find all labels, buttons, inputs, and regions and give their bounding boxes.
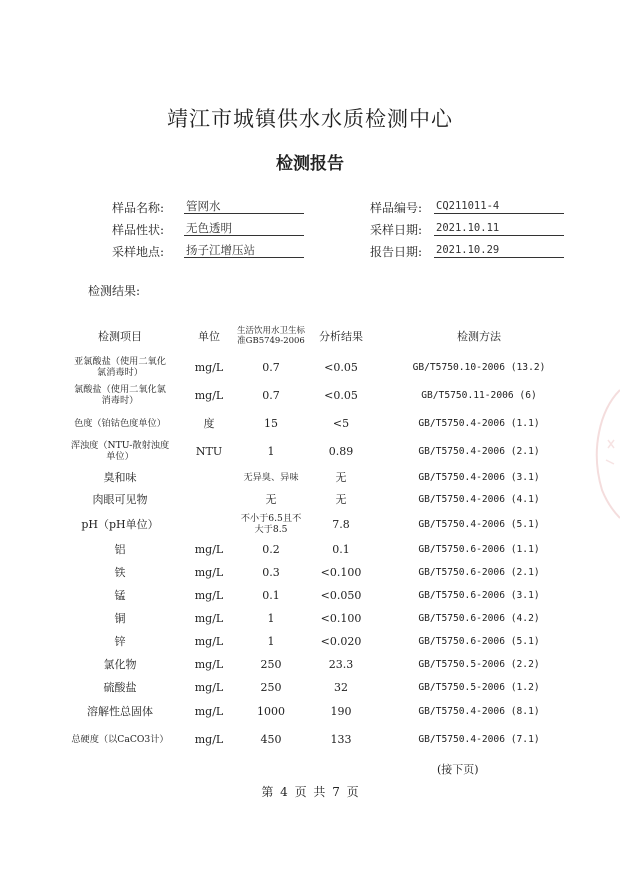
row-standard: 不小于6.5且不大于8.5: [240, 513, 302, 535]
row-method: GB/T5750.4-2006 (7.1): [418, 734, 540, 746]
row-item: 色度（铂钴色度单位）: [74, 417, 166, 429]
row-standard: 15: [264, 416, 278, 430]
row-unit: [182, 512, 236, 538]
row-standard: 1000: [257, 704, 285, 718]
row-result: 0.89: [328, 444, 354, 458]
row-standard: 1: [267, 611, 275, 625]
table-row: [70, 584, 570, 608]
row-standard: 250: [260, 680, 282, 694]
row-result: 无: [335, 492, 347, 506]
sample-number-label: 样品编号:: [370, 201, 423, 215]
row-method: GB/T5750.5-2006 (2.2): [418, 659, 540, 671]
table-row: [70, 466, 570, 490]
table-row: [70, 630, 570, 654]
row-item: 肉眼可见物: [92, 492, 148, 506]
sampling-location-label: 采样地点:: [112, 245, 165, 259]
row-unit: mg/L: [194, 704, 224, 718]
row-item: 铝: [114, 542, 126, 556]
row-standard: 0.3: [262, 565, 280, 579]
row-item: 总硬度（以CaCO3计）: [71, 733, 169, 745]
page-footer: 第 4 页 共 7 页: [261, 785, 359, 799]
row-standard: 0.2: [262, 542, 280, 556]
row-standard: 无: [265, 492, 277, 506]
row-unit: [182, 466, 236, 490]
row-result: <0.020: [320, 634, 362, 648]
results-label: 检测结果:: [88, 284, 141, 298]
row-item: 溶解性总固体: [87, 704, 153, 718]
row-method: GB/T5750.4-2006 (5.1): [418, 519, 540, 531]
row-item: 硫酸盐: [103, 680, 137, 694]
row-standard: 450: [260, 732, 282, 746]
row-standard: 0.7: [262, 388, 280, 402]
table-row: [70, 653, 570, 677]
row-standard: 0.1: [262, 588, 280, 602]
row-unit: 度: [203, 416, 215, 430]
table-row: [70, 488, 570, 512]
row-unit: mg/L: [194, 565, 224, 579]
row-item: 铜: [114, 611, 126, 625]
continued-note: (接下页): [437, 763, 479, 776]
row-unit: [182, 488, 236, 512]
row-method: GB/T5750.6-2006 (2.1): [418, 567, 540, 579]
row-standard: 0.7: [262, 360, 280, 374]
row-item: 臭和味: [103, 470, 137, 484]
row-item: 锌: [114, 634, 126, 648]
table-header: [70, 316, 570, 358]
row-result: <0.05: [324, 360, 358, 374]
row-result: 32: [334, 680, 348, 694]
row-result: 7.8: [332, 517, 350, 531]
sample-number-value: CQ211011-4: [434, 198, 564, 214]
table-row: [70, 607, 570, 631]
row-unit: mg/L: [194, 657, 224, 671]
report-title: 检测报告: [276, 154, 344, 174]
row-result: <5: [332, 416, 350, 430]
row-method: GB/T5750.6-2006 (3.1): [418, 590, 540, 602]
row-unit: mg/L: [194, 732, 224, 746]
header-unit: 单位: [198, 329, 220, 343]
row-unit: mg/L: [194, 611, 224, 625]
row-method: GB/T5750.6-2006 (5.1): [418, 636, 540, 648]
row-item: 亚氯酸盐（使用二氧化氯消毒时）: [74, 356, 166, 378]
row-unit: mg/L: [194, 634, 224, 648]
sample-name-value: 管网水: [184, 198, 304, 214]
row-result: <0.05: [324, 388, 358, 402]
row-unit: mg/L: [194, 360, 224, 374]
row-method: GB/T5750.4-2006 (4.1): [418, 494, 540, 506]
table-row: [70, 410, 570, 438]
report-date-label: 报告日期:: [370, 245, 423, 259]
header-method: 检测方法: [457, 329, 501, 343]
row-unit: mg/L: [194, 542, 224, 556]
row-result: <0.050: [320, 588, 362, 602]
row-standard: 1: [267, 634, 275, 648]
row-method: GB/T5750.6-2006 (1.1): [418, 544, 540, 556]
header-standard: 生活饮用水卫生标准GB5749-2006: [236, 326, 305, 346]
row-result: 0.1: [332, 542, 350, 556]
row-method: GB/T5750.4-2006 (3.1): [418, 472, 540, 484]
row-unit: mg/L: [194, 388, 224, 402]
table-row: [70, 354, 570, 382]
row-method: GB/T5750.5-2006 (1.2): [418, 682, 540, 694]
sampling-date-value: 2021.10.11: [434, 220, 564, 236]
row-standard: 无异臭、异味: [243, 471, 299, 483]
table-row: [70, 700, 570, 724]
sample-property-label: 样品性状:: [112, 223, 165, 237]
row-method: GB/T5750.4-2006 (2.1): [418, 446, 540, 458]
row-standard: 1: [267, 444, 275, 458]
table-row: [70, 438, 570, 466]
row-standard: 250: [260, 657, 282, 671]
row-result: 190: [330, 704, 352, 718]
row-method: GB/T5750.4-2006 (8.1): [418, 706, 540, 718]
header-item: 检测项目: [98, 329, 142, 343]
table-row: [70, 512, 570, 538]
row-item: 氯酸盐（使用二氧化氯消毒时）: [74, 384, 166, 406]
report-date-value: 2021.10.29: [434, 242, 564, 258]
row-item: 铁: [114, 565, 126, 579]
row-method: GB/T5750.6-2006 (4.2): [418, 613, 540, 625]
row-item: 氯化物: [103, 657, 137, 671]
sample-property-value: 无色透明: [184, 220, 304, 236]
row-unit: mg/L: [194, 680, 224, 694]
organization-title: 靖江市城镇供水水质检测中心: [167, 107, 453, 131]
sampling-date-label: 采样日期:: [370, 223, 423, 237]
row-result: <0.100: [320, 565, 362, 579]
row-item: 浑浊度（NTU-散射浊度单位）: [70, 440, 170, 462]
sample-name-label: 样品名称:: [112, 201, 165, 215]
row-method: GB/T5750.10-2006 (13.2): [412, 362, 546, 374]
row-result: <0.100: [320, 611, 362, 625]
row-result: 23.3: [328, 657, 354, 671]
header-result: 分析结果: [319, 329, 363, 343]
table-row: [70, 724, 570, 756]
row-unit: NTU: [195, 444, 223, 458]
table-row: [70, 561, 570, 585]
row-item: pH（pH单位）: [81, 517, 159, 531]
row-item: 锰: [114, 588, 126, 602]
table-row: [70, 538, 570, 562]
row-method: GB/T5750.4-2006 (1.1): [418, 418, 540, 430]
row-unit: mg/L: [194, 588, 224, 602]
row-method: GB/T5750.11-2006 (6): [421, 390, 537, 402]
seal-fragment-icon: [580, 380, 620, 520]
table-row: [70, 382, 570, 410]
row-result: 无: [335, 470, 347, 484]
table-row: [70, 676, 570, 700]
sampling-location-value: 扬子江增压站: [184, 242, 304, 258]
row-result: 133: [330, 732, 352, 746]
